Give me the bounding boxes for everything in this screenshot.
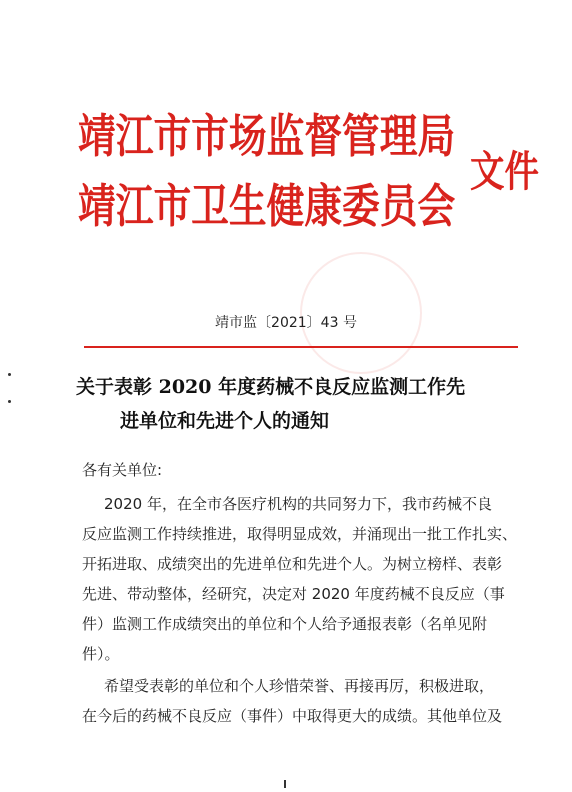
- body-line: 2020 年，在全市各医疗机构的共同努力下，我市药械不良: [104, 495, 492, 513]
- scan-margin-mark: [8, 400, 11, 403]
- headline-line-2: 进单位和先进个人的通知: [120, 410, 330, 432]
- body-line: 开拓进取、成绩突出的先进单位和先进个人。为树立榜样、表彰: [82, 555, 503, 573]
- issuer-line-1: 靖江市市场监督管理局: [78, 109, 456, 163]
- document-number: 靖市监〔2021〕43 号: [215, 315, 357, 331]
- body-line: 反应监测工作持续推进，取得明显成效，并涌现出一批工作扎实、: [82, 525, 518, 543]
- page-number-mark: [284, 780, 286, 788]
- issuer-line-2: 靖江市卫生健康委员会: [78, 179, 456, 233]
- body-line: 件）监测工作成绩突出的单位和个人给予通报表彰（名单见附: [82, 615, 488, 633]
- salutation: 各有关单位:: [82, 461, 163, 479]
- headline-line-1: 关于表彰 2020 年度药械不良反应监测工作先: [76, 376, 466, 398]
- body-line: 先进、带动整体，经研究，决定对 2020 年度药械不良反应（事: [82, 585, 505, 603]
- scan-margin-mark: [8, 373, 11, 376]
- document-type: 文件: [470, 147, 539, 196]
- body-line: 希望受表彰的单位和个人珍惜荣誉、再接再厉，积极进取，: [104, 677, 495, 695]
- body-line: 件）。: [82, 645, 120, 663]
- body-line: 在今后的药械不良反应（事件）中取得更大的成绩。其他单位及: [82, 707, 503, 725]
- red-separator-line: [84, 346, 518, 348]
